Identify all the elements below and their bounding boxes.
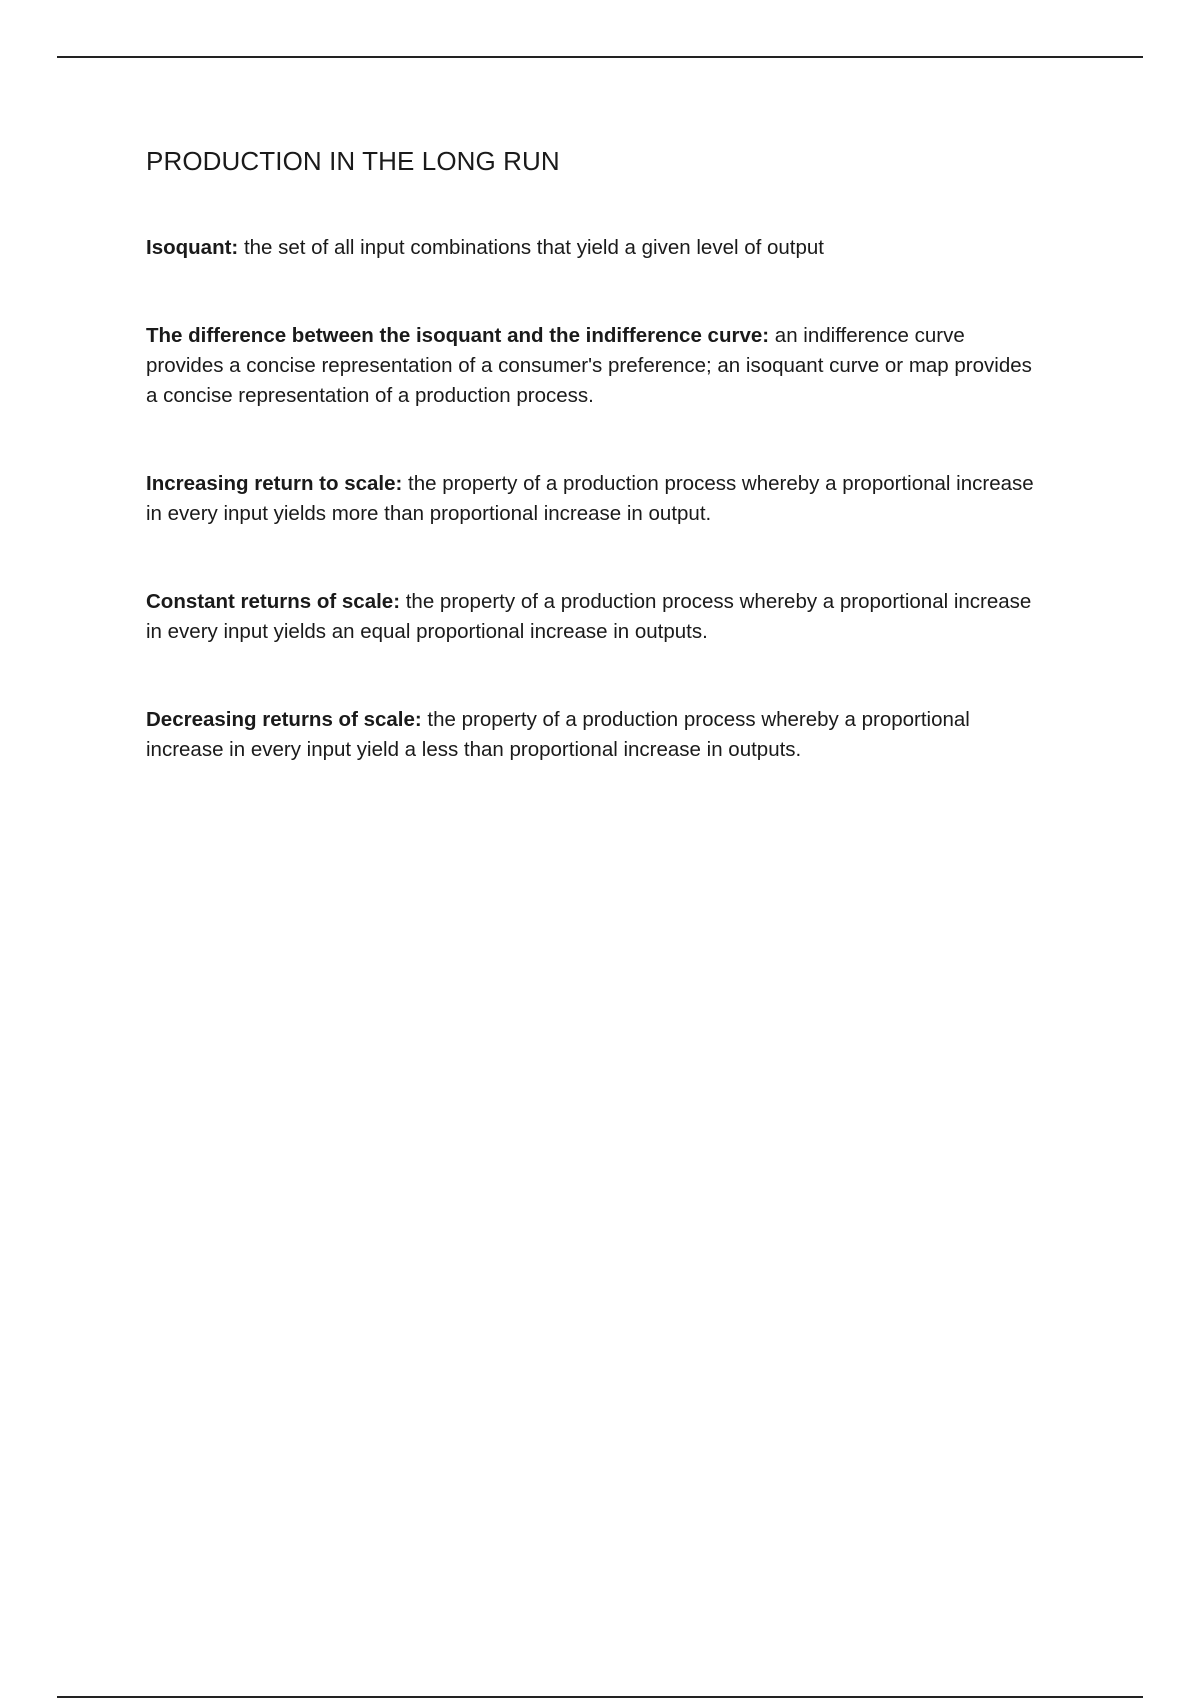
definition-text: the property of a production process whereby a proportional increase in every input yields an equal proportional increase in outputs. <box>146 590 1032 643</box>
definition-increasing-returns <box>146 469 1046 529</box>
definition-text: the property of a production process whereby a proportional increase in every input yields more than proportional increase in output. <box>146 472 1034 525</box>
definition-decreasing-returns <box>146 705 1046 765</box>
page-title: PRODUCTION IN THE LONG RUN <box>146 146 560 176</box>
definition-text: an indifference curve provides a concise representation of a consumer's preference; an isoquant curve or map provides a concise representation of a production process. <box>146 324 1032 407</box>
definition-isoquant-vs-indifference <box>146 321 1046 411</box>
term-label: Decreasing returns of scale: <box>146 708 422 731</box>
definition-isoquant <box>146 233 1046 263</box>
term-label: Isoquant: <box>146 236 239 259</box>
term-label: The difference between the isoquant and the indifference curve: <box>146 324 770 347</box>
document-body <box>146 146 1046 823</box>
definition-constant-returns <box>146 587 1046 647</box>
footer-rule <box>57 1696 1143 1698</box>
term-label: Increasing return to scale: <box>146 472 403 495</box>
definition-text: the property of a production process whereby a proportional increase in every input yield a less than proportional increase in outputs. <box>146 708 970 761</box>
definition-text: the set of all input combinations that yield a given level of output <box>238 236 825 259</box>
term-label: Constant returns of scale: <box>146 590 401 613</box>
header-rule <box>57 56 1143 58</box>
